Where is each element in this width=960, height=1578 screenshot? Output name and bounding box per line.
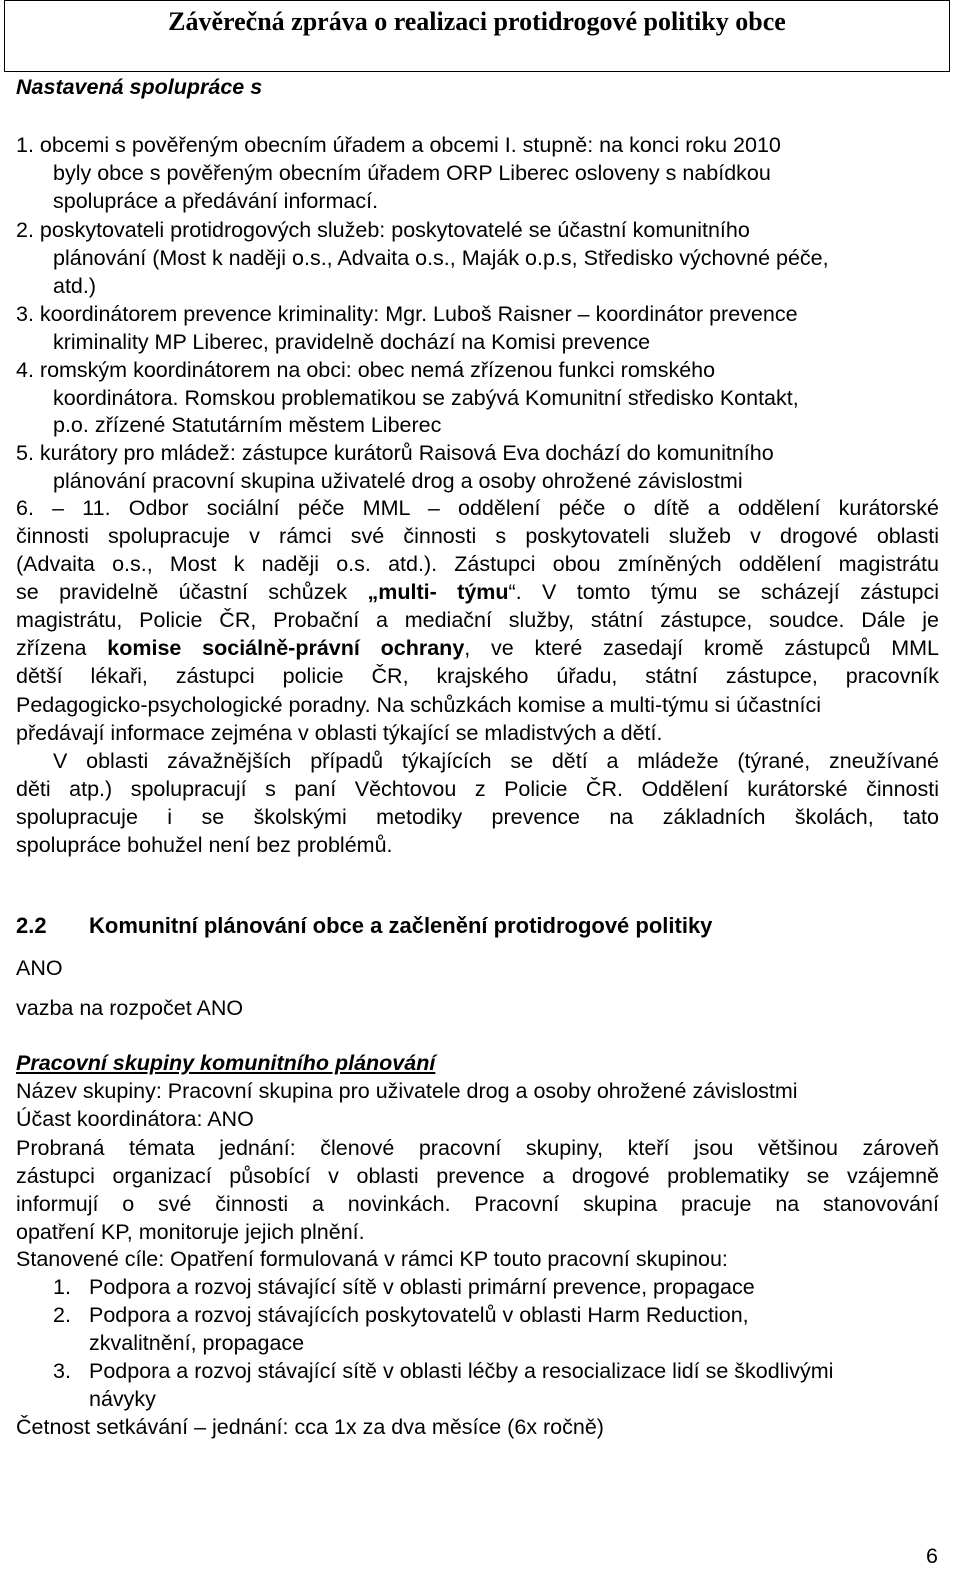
goal-number: 1. <box>53 1275 71 1299</box>
list-item-cont: byly obce s pověřeným obecním úřadem ORP Liberec osloveny s nabídkou <box>53 161 771 185</box>
text-run: zřízena <box>16 636 108 660</box>
paragraph-line: spolupracuje i se školskými metodiky prevence na základních školách, tato <box>16 805 939 829</box>
goal-text-cont: zkvalitnění, propagace <box>89 1331 305 1355</box>
goal-text: Podpora a rozvoj stávající sítě v oblasti primární prevence, propagace <box>89 1275 755 1299</box>
goal-text: Podpora a rozvoj stávajících poskytovatelů v oblasti Harm Reduction, <box>89 1303 749 1327</box>
list-item-cont: p.o. zřízené Statutárním městem Liberec <box>53 413 442 437</box>
groups-heading: Pracovní skupiny komunitního plánování <box>16 1051 436 1075</box>
section-title: Komunitní plánování obce a začlenění protidrogové politiky <box>89 913 713 938</box>
document-title: Závěrečná zpráva o realizaci protidrogové politiky obce <box>168 7 786 36</box>
header-box <box>4 0 950 72</box>
text-run: se pravidelně účastní schůzek <box>16 580 368 604</box>
paragraph-line: dětší lékaři, zástupci policie ČR, krajského úřadu, státní zástupce, pracovník <box>16 664 939 688</box>
paragraph-line: předávají informace zejména v oblasti týkající se mladistvých a dětí. <box>16 721 663 745</box>
goal-text-cont: návyky <box>89 1387 156 1411</box>
budget-line: vazba na rozpočet ANO <box>16 996 244 1020</box>
paragraph-line: informují o své činnosti a novinkách. Pracovní skupina pracuje na stanovování <box>16 1192 939 1216</box>
paragraph-line: spolupráce bohužel není bez problémů. <box>16 833 393 857</box>
paragraph-line: (Advaita o.s., Most k naději o.s. atd.). Zástupci obou zmíněných oddělení magistrátu <box>16 552 939 576</box>
text-run: , ve které zasedají kromě zástupců MML <box>464 636 940 660</box>
paragraph-line: zástupci organizací působící v oblasti prevence a drogové problematiky se vzájemně <box>16 1164 939 1188</box>
paragraph-line: opatření KP, monitoruje jejich plnění. <box>16 1220 365 1244</box>
coordinator-participation: Účast koordinátora: ANO <box>16 1107 254 1131</box>
goal-text: Podpora a rozvoj stávající sítě v oblasti léčby a resocializace lidí se škodlivými <box>89 1359 834 1383</box>
paragraph-line: 6. – 11. Odbor sociální péče MML – oddělení péče o dítě a oddělení kurátorské <box>16 496 939 520</box>
section-number: 2.2 <box>16 913 47 938</box>
meeting-frequency: Četnost setkávání – jednání: cca 1x za dva měsíce (6x ročně) <box>16 1415 604 1439</box>
list-item: 2. poskytovateli protidrogových služeb: poskytovatelé se účastní komunitního <box>16 218 750 242</box>
multi-team-term: „multi- týmu <box>367 580 509 604</box>
page-number: 6 <box>926 1544 938 1568</box>
group-name: Název skupiny: Pracovní skupina pro uživatele drog a osoby ohrožené závislostmi <box>16 1079 798 1103</box>
list-item-cont: koordinátora. Romskou problematikou se zabývá Komunitní středisko Kontakt, <box>53 386 799 410</box>
list-item-cont: plánování pracovní skupina uživatelé drog a osoby ohrožené závislostmi <box>53 469 743 493</box>
list-item-cont: plánování (Most k naději o.s., Advaita o.s., Maják o.p.s, Středisko výchovné péče, <box>53 246 829 270</box>
paragraph-line <box>16 578 939 606</box>
goal-number: 3. <box>53 1359 71 1383</box>
list-item-cont: atd.) <box>53 274 97 298</box>
list-item: 5. kurátory pro mládež: zástupce kurátorů Raisová Eva dochází do komunitního <box>16 441 774 465</box>
list-item: 3. koordinátorem prevence kriminality: Mgr. Luboš Raisner – koordinátor prevence <box>16 302 798 326</box>
paragraph-line: magistrátu, Policie ČR, Probační a mediační služby, státní zástupce, soudce. Dále je <box>16 608 939 632</box>
list-item: 4. romským koordinátorem na obci: obec nemá zřízenou funkci romského <box>16 358 716 382</box>
paragraph-line <box>16 634 939 662</box>
paragraph-line: V oblasti závažnějších případů týkajících se dětí a mládeže (týrané, zneužívané <box>53 749 939 773</box>
paragraph-line: Pedagogicko-psychologické poradny. Na schůzkách komise a multi-týmu si účastníci <box>16 693 822 717</box>
goals-intro: Stanovené cíle: Opatření formulovaná v rámci KP touto pracovní skupinou: <box>16 1247 728 1271</box>
text-run: “. V tomto týmu se scházejí zástupci <box>508 580 939 604</box>
commission-term: komise sociálně-právní ochrany <box>107 636 465 660</box>
cooperation-heading: Nastavená spolupráce s <box>16 75 263 99</box>
list-item-cont: kriminality MP Liberec, pravidelně dochází na Komisi prevence <box>53 330 651 354</box>
ano-value: ANO <box>16 956 63 980</box>
paragraph-line: činnosti spolupracuje v rámci své činnosti s poskytovateli služeb v drogové oblasti <box>16 524 939 548</box>
list-item-cont: spolupráce a předávání informací. <box>53 189 379 213</box>
list-item: 1. obcemi s pověřeným obecním úřadem a obcemi I. stupně: na konci roku 2010 <box>16 133 781 157</box>
paragraph-line: děti atp.) spolupracují s paní Věchtovou z Policie ČR. Oddělení kurátorské činnosti <box>16 777 939 801</box>
goal-number: 2. <box>53 1303 71 1327</box>
paragraph-line: Probraná témata jednání: členové pracovní skupiny, kteří jsou většinou zároveň <box>16 1136 939 1160</box>
